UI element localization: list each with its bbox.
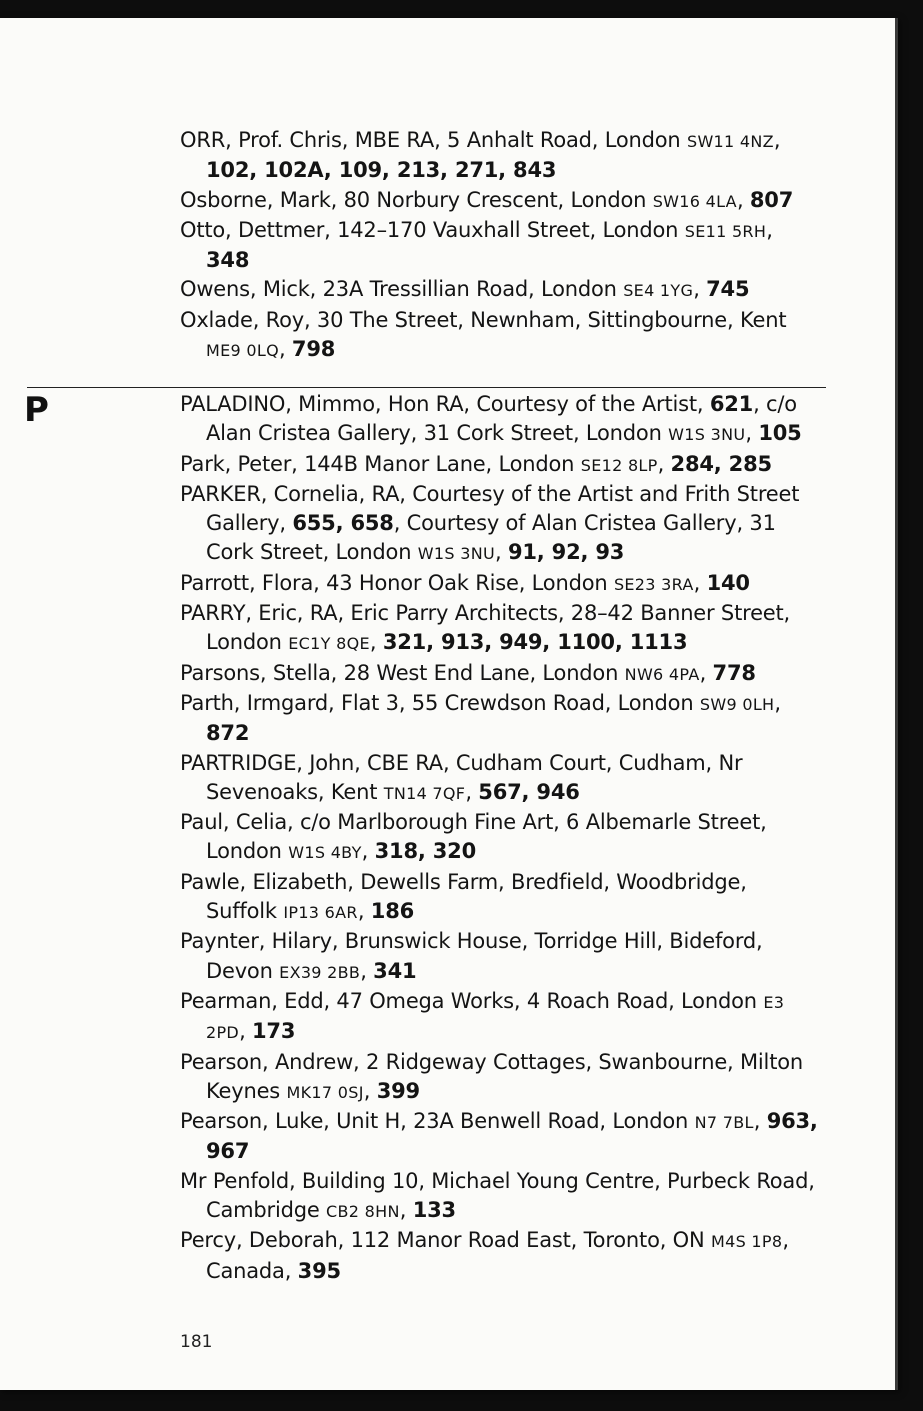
index-entry (180, 689, 820, 749)
section-divider (27, 387, 826, 388)
entry-pages: 872 (206, 721, 250, 746)
entry-pages: 318, 320 (374, 839, 476, 864)
entry-name-address: ORR, Prof. Chris, MBE RA, 5 Anhalt Road, London (180, 128, 687, 152)
entry-name-address: Paynter, Hilary, Brunswick House, Torridge Hill, Bideford, Devon (180, 929, 763, 983)
entry-pages: 798 (291, 337, 336, 362)
entry-separator: , (361, 839, 375, 864)
entry-separator: , (693, 277, 707, 302)
entry-name-address: PARRY, Eric, RA, Eric Parry Architects, 28–42 Banner Street, London (180, 601, 791, 655)
entry-postcode: N7 7BL (694, 1113, 754, 1133)
entry-pages: 102, 102A, 109, 213, 271, 843 (206, 158, 557, 183)
index-entry (180, 868, 820, 928)
index-entry (180, 1048, 820, 1108)
entry-postcode: SE23 3RA (613, 574, 694, 594)
index-entry (180, 450, 820, 480)
index-entry (180, 186, 820, 216)
index-entry (180, 569, 820, 599)
entry-postcode: ME9 0LQ (206, 341, 279, 361)
entry-postcode: W1S 3NU (417, 544, 495, 564)
entry-postcode: SW16 4LA (652, 191, 737, 211)
entry-name-address: Parsons, Stella, 28 West End Lane, London (180, 660, 625, 685)
entry-separator: , (766, 217, 773, 242)
index-entry (180, 1167, 820, 1227)
entry-pages: 621 (709, 392, 754, 416)
index-entry (180, 599, 820, 659)
entry-postcode: M4S 1P8 (711, 1232, 783, 1252)
index-page (0, 18, 898, 1390)
entry-name-address: Otto, Dettmer, 142–170 Vauxhall Street, London (180, 217, 685, 242)
entry-pages: 341 (373, 958, 417, 983)
index-entry (180, 306, 820, 366)
entry-separator: , Canada, (206, 1228, 789, 1283)
entry-pages: 348 (206, 248, 250, 273)
index-entry (180, 659, 820, 689)
entry-pages: 567, 946 (478, 779, 580, 804)
entry-postcode: W1S 3NU (668, 425, 746, 445)
entry-separator: , (495, 540, 508, 565)
entry-name-address: PALADINO, Mimmo, Hon RA, Courtesy of the Artist, (180, 392, 710, 416)
entry-separator: , (753, 1109, 767, 1134)
entry-name-address: Mr Penfold, Building 10, Michael Young Centre, Purbeck Road, Cambridge (180, 1168, 815, 1223)
index-entry (180, 126, 820, 186)
entry-name-address: Osborne, Mark, 80 Norbury Crescent, London (180, 187, 653, 212)
entry-separator: , (736, 187, 750, 212)
index-entry (180, 216, 820, 276)
entry-pages: 140 (706, 570, 750, 595)
entry-separator: , (773, 128, 781, 152)
entry-postcode: MK17 0SJ (286, 1082, 364, 1102)
entry-postcode: SE11 5RH (684, 221, 767, 241)
entry-pages: 186 (370, 899, 415, 924)
page-number: 181 (180, 1332, 213, 1352)
entry-pages-secondary: 91, 92, 93 (507, 540, 625, 565)
entry-postcode: SE4 1YG (623, 281, 694, 301)
entry-separator: , (360, 958, 374, 983)
entry-name-address: Pearson, Luke, Unit H, 23A Benwell Road, London (180, 1109, 695, 1134)
entry-postcode: SW9 0LH (699, 694, 775, 714)
entry-pages: 399 (376, 1078, 420, 1103)
entry-pages: 963, 967 (206, 1109, 818, 1164)
index-entry (180, 749, 820, 809)
entry-name-address: Owens, Mick, 23A Tressillian Road, London (180, 277, 624, 302)
entry-postcode: TN14 7QF (383, 783, 466, 803)
entry-postcode: SE12 8LP (580, 455, 658, 475)
entry-separator: , (399, 1198, 413, 1223)
entry-postcode: E3 2PD (206, 992, 785, 1043)
entry-address-continued: , Courtesy of Alan Cristea Gallery, 31 Cork Street, London (206, 511, 776, 565)
entry-pages: 133 (412, 1198, 456, 1223)
entry-name-address: Pearson, Andrew, 2 Ridgeway Cottages, Swanbourne, Milton Keynes (180, 1049, 803, 1103)
entry-name-address: Paul, Celia, c/o Marlborough Fine Art, 6 Albemarle Street, London (180, 810, 767, 864)
entry-name-address: Percy, Deborah, 112 Manor Road East, Toronto, ON (180, 1228, 711, 1253)
entry-separator: , (278, 337, 292, 362)
index-entry (180, 1107, 820, 1167)
entry-separator: , (657, 451, 671, 476)
entry-name-address: Parth, Irmgard, Flat 3, 55 Crewdson Road, London (180, 690, 700, 715)
index-entry (180, 927, 820, 987)
index-entry (180, 808, 820, 868)
entry-postcode: NW6 4PA (624, 664, 700, 684)
entry-separator: , (357, 899, 371, 924)
entry-postcode: EX39 2BB (279, 962, 361, 982)
entry-name-address: Park, Peter, 144B Manor Lane, London (180, 451, 581, 476)
entry-name-address: Pearman, Edd, 47 Omega Works, 4 Roach Road, London (180, 988, 764, 1013)
entry-postcode: W1S 4BY (288, 843, 362, 863)
entry-pages: 655, 658 (292, 511, 394, 536)
entry-name-address: Pawle, Elizabeth, Dewells Farm, Bredfield, Woodbridge, Suffolk (180, 869, 747, 924)
entry-pages: 745 (706, 277, 750, 302)
entry-pages: 284, 285 (670, 451, 772, 476)
entry-separator: , (693, 570, 707, 595)
entry-postcode: IP13 6AR (283, 903, 358, 923)
entry-pages: 321, 913, 949, 1100, 1113 (382, 630, 688, 655)
entry-postcode: EC1Y 8QE (288, 634, 370, 654)
entry-postcode: CB2 8HN (326, 1202, 400, 1222)
index-entries-o (180, 126, 820, 365)
entry-separator: , (363, 1078, 377, 1103)
entry-separator: , (745, 421, 759, 446)
entry-name-address: Oxlade, Roy, 30 The Street, Newnham, Sittingbourne, Kent (180, 307, 787, 332)
index-entry (180, 1226, 820, 1286)
entry-separator: , (465, 779, 479, 804)
index-entry (180, 275, 820, 305)
index-entries-p (180, 390, 820, 1286)
entry-pages: 395 (297, 1258, 341, 1283)
entry-separator: , (699, 660, 713, 685)
index-entry (180, 480, 820, 569)
entry-name-address: PARTRIDGE, John, CBE RA, Cudham Court, Cudham, Nr Sevenoaks, Kent (180, 750, 743, 804)
entry-pages: 173 (252, 1019, 296, 1044)
entry-name-address: Parrott, Flora, 43 Honor Oak Rise, London (180, 570, 614, 595)
index-entry (180, 987, 820, 1048)
entry-pages-secondary: 105 (758, 421, 802, 446)
entry-separator: , (774, 690, 781, 715)
entry-postcode: SW11 4NZ (686, 132, 774, 151)
index-entry (180, 390, 820, 450)
entry-pages: 807 (749, 187, 794, 212)
section-letter: P (24, 390, 49, 430)
entry-separator: , (369, 630, 383, 655)
entry-address-continued: , c/o Alan Cristea Gallery, 31 Cork Street, London (206, 392, 797, 446)
entry-name-address: PARKER, Cornelia, RA, Courtesy of the Artist and Frith Street Gallery, (180, 481, 800, 536)
entry-pages: 778 (712, 660, 756, 685)
entry-separator: , (239, 1019, 253, 1044)
